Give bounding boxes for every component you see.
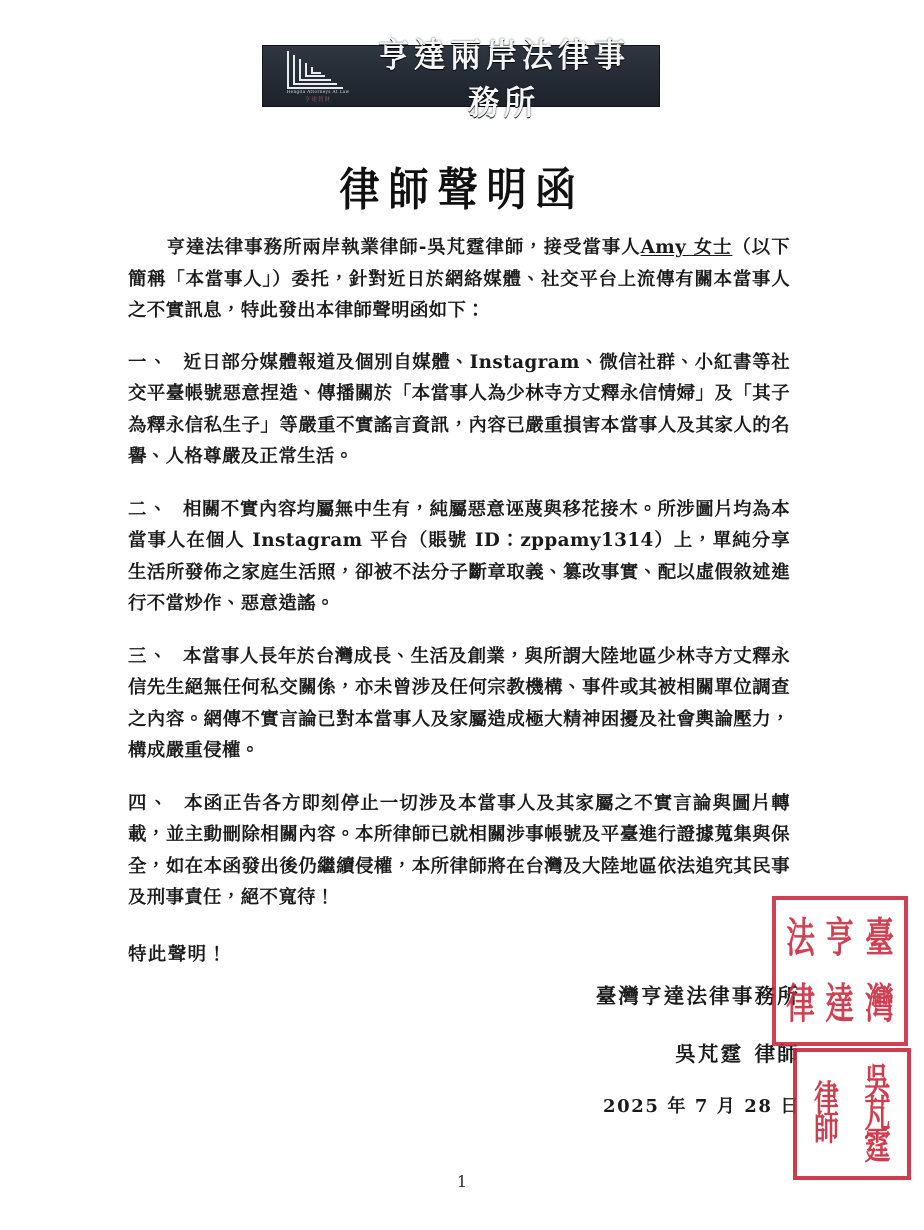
signature-date: 2025 年 7 月 28 日 — [602, 1096, 800, 1117]
firm-official-seal — [772, 896, 908, 1046]
clause-marker-2: 二、 — [128, 498, 170, 520]
seal-char: 亨 — [825, 913, 855, 963]
spiral-maze-logo-icon — [287, 51, 343, 89]
seal-char: 臺 — [864, 913, 894, 963]
lead-paragraph — [128, 232, 790, 327]
clause-item-1 — [128, 347, 790, 473]
document-body — [128, 232, 790, 970]
seal-char: 吳 — [864, 1059, 891, 1103]
seal-char: 律 — [814, 1078, 839, 1119]
closing-statement: 特此聲明！ — [128, 943, 228, 965]
clause-item-3 — [128, 641, 790, 767]
seal-column-role — [801, 1056, 852, 1172]
clause-item-2 — [128, 494, 790, 620]
seal-char: 達 — [825, 979, 855, 1029]
lead-text-before: 亨達法律事務所兩岸執業律師-吳芃霆律師，接受當事人 — [166, 237, 641, 258]
clause-text-2: 相關不實內容均屬無中生有，純屬惡意诬蔑與移花接木。所涉圖片均為本當事人在個人 Instagram 平台（賬號 ID：zppamy1314）上，單純分享生活所發佈之家庭生活照，卻被不法分子斷章取義、篡改事實、配以虛假敘述進行不當炒作、惡意造謠。 — [128, 498, 790, 614]
signature-lawyer-role: 律師 — [754, 1042, 800, 1066]
seal-char: 律 — [786, 979, 816, 1029]
firm-logo-english: Hengda Attorneys At Law — [286, 90, 350, 95]
clause-text-4: 本函正告各方即刻停止一切涉及本當事人及其家屬之不實言論與圖片轉載，並主動刪除相關內容。本所律師已就相關涉事帳號及平臺進行證據蒐集與保全，如在本函發出後仍繼續侵權，本所律師將在台灣及大陸地區依法追究其民事及刑事責任，絕不寬待！ — [128, 792, 790, 908]
clause-text-3: 本當事人長年於台灣成長、生活及創業，與所謂大陸地區少林寺方丈釋永信先生絕無任何私交關係，亦未曾涉及任何宗教機構、事件或其被相關單位調查之內容。網傳不實言論已對本當事人及家屬造成極大精神困擾及社會輿論壓力，構成嚴重侵權。 — [128, 645, 790, 761]
firm-logo — [271, 48, 363, 104]
signature-lawyer — [470, 1038, 800, 1070]
page-title: 律師聲明函 — [339, 163, 585, 217]
seal-char: 法 — [786, 913, 816, 963]
page-number: 1 — [456, 1172, 468, 1191]
clause-text-1: 近日部分媒體報道及個別自媒體、Instagram、微信社群、小紅書等社交平臺帳號惡意捏造、傳播關於「本當事人為少林寺方丈釋永信情婦」及「其子為釋永信私生子」等嚴重不實謠言資訊，內容已嚴重損害本當事人及其家人的名譽、人格尊嚴及正常生活。 — [128, 351, 790, 467]
firm-logo-chinese: 亨達智財 — [304, 97, 332, 103]
clause-marker-3: 三、 — [128, 645, 170, 667]
client-name-underlined: Amy 女士 — [640, 237, 733, 258]
signature-lawyer-name: 吳芃霆 — [675, 1042, 744, 1066]
letterhead-banner — [262, 36, 660, 123]
lawyer-personal-seal — [793, 1048, 911, 1180]
clause-item-4 — [128, 788, 790, 914]
lead-text-after: （以下簡稱「本當事人」）委托，針對近日於網絡媒體、社交平台上流傳有關本當事人之不實訊息，特此發出本律師聲明函如下： — [128, 237, 790, 321]
clause-marker-1: 一、 — [128, 351, 170, 373]
seal-char: 灣 — [864, 979, 894, 1029]
seal-char: 師 — [814, 1108, 839, 1150]
signature-firm-name: 臺灣亨達法律事務所 — [595, 984, 800, 1008]
firm-name-heading: 亨達兩岸法律事務所 — [378, 36, 630, 123]
signature-block — [470, 980, 800, 1122]
seal-column-name — [852, 1056, 903, 1172]
seal-char: 芃 — [864, 1091, 891, 1136]
seal-char: 霆 — [864, 1123, 891, 1168]
clause-marker-4: 四、 — [128, 792, 171, 814]
